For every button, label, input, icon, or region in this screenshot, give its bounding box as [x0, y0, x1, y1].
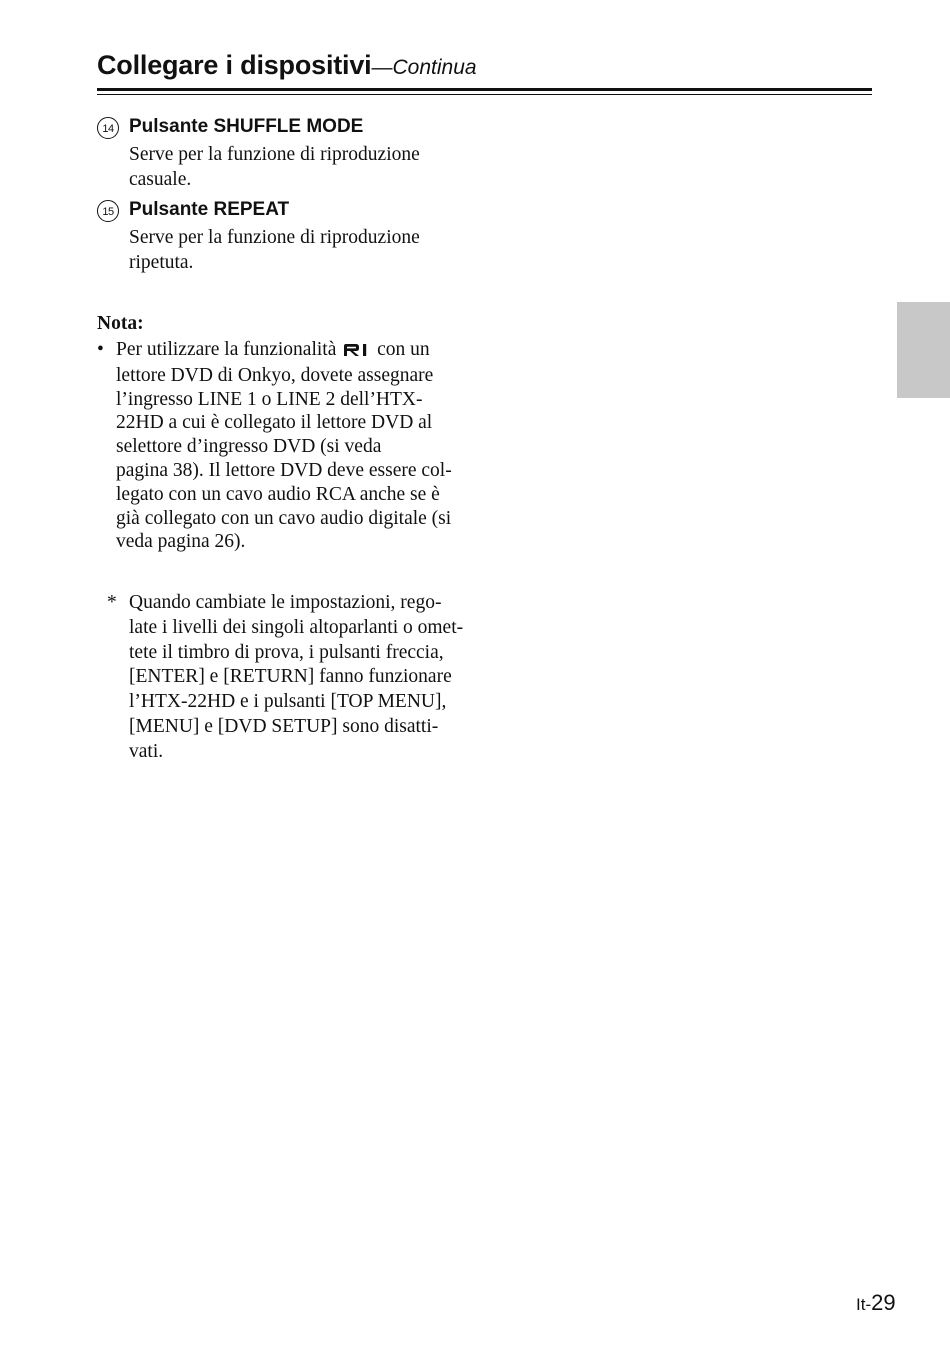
- page-title: Collegare i dispositivi: [97, 50, 372, 80]
- ri-logo-icon: [343, 340, 370, 364]
- item-title: Pulsante SHUFFLE MODE: [129, 116, 364, 137]
- page-number: [856, 1290, 896, 1316]
- note-line: 22HD a cui è collegato il lettore DVD al: [116, 412, 433, 434]
- note-bullet: •: [97, 339, 104, 360]
- footnote-line: vati.: [129, 740, 164, 762]
- item-title: Pulsante REPEAT: [129, 199, 290, 220]
- footnote-line: tete il timbro di prova, i pulsanti freccia,: [129, 641, 444, 663]
- header-rule-thick: [97, 88, 872, 91]
- footnote-marker: *: [107, 592, 117, 613]
- page-subtitle: —Continua: [371, 56, 477, 79]
- note-line-start: Per utilizzare la funzionalità: [116, 339, 337, 360]
- footnote-line: l’HTX-22HD e i pulsanti [TOP MENU],: [129, 691, 447, 713]
- note-line: legato con un cavo audio RCA anche se è: [116, 483, 440, 505]
- footnote-text: [129, 591, 474, 765]
- page-header: [97, 50, 872, 81]
- footnote-line: Quando cambiate le impostazioni, rego-: [129, 592, 442, 613]
- item-desc-line: casuale.: [129, 169, 192, 190]
- note-line: selettore d’ingresso DVD (si veda: [116, 436, 382, 458]
- header-rule-thin: [97, 94, 872, 95]
- item-description: [129, 142, 449, 192]
- note-label: Nota:: [97, 313, 144, 334]
- item-description: [129, 225, 449, 275]
- footnote-line: [ENTER] e [RETURN] fanno funzionare: [129, 666, 452, 688]
- note-text: [116, 338, 472, 554]
- section-side-tab: [897, 302, 950, 398]
- note-line: [116, 338, 472, 364]
- note-line: già collegato con un cavo audio digitale (si: [116, 507, 452, 529]
- item-desc-line: Serve per la funzione di riproduzione: [129, 144, 420, 165]
- note-line: l’ingresso LINE 1 o LINE 2 dell’HTX-: [116, 388, 423, 410]
- note-line: pagina 38). Il lettore DVD deve essere col-: [116, 459, 452, 481]
- footnote-line: late i livelli dei singoli altoparlanti o omet-: [129, 616, 464, 638]
- note-line: veda pagina 26).: [116, 531, 246, 553]
- item-desc-line: ripetuta.: [129, 252, 194, 273]
- page-number-prefix: It-: [856, 1295, 872, 1314]
- page-number-value: 29: [871, 1290, 896, 1315]
- footnote-line: [MENU] e [DVD SETUP] sono disatti-: [129, 715, 439, 737]
- item-number-badge: 15: [97, 200, 119, 222]
- item-desc-line: Serve per la funzione di riproduzione: [129, 227, 420, 248]
- item-number-badge: 14: [97, 117, 119, 139]
- note-line-end: con un: [377, 339, 430, 360]
- note-line: lettore DVD di Onkyo, dovete assegnare: [116, 364, 434, 386]
